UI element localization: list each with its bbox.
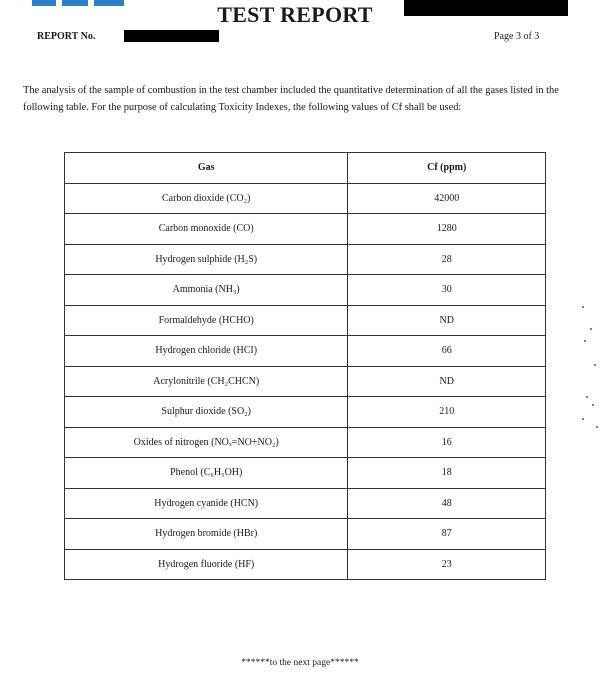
gas-name-cell: Sulphur dioxide (SO₂)	[65, 397, 348, 428]
cf-value-cell: 28	[348, 244, 546, 275]
column-header-gas: Gas	[65, 153, 348, 184]
continuation-note: ******to the next page******	[241, 658, 359, 668]
table-row	[65, 214, 546, 245]
scan-artifacts	[578, 300, 600, 440]
table-row	[65, 519, 546, 550]
cf-value-cell: ND	[348, 305, 546, 336]
table-row	[65, 305, 546, 336]
table-row	[65, 427, 546, 458]
gas-name-cell: Hydrogen bromide (HBr)	[65, 519, 348, 550]
cf-value-cell: 18	[348, 458, 546, 489]
cf-value-cell: 16	[348, 427, 546, 458]
cf-value-cell: 210	[348, 397, 546, 428]
gas-name-cell: Formaldehyde (HCHO)	[65, 305, 348, 336]
table-row	[65, 458, 546, 489]
gas-name-cell: Hydrogen fluoride (HF)	[65, 549, 348, 580]
gas-name-cell: Phenol (C₆H₅OH)	[65, 458, 348, 489]
cf-value-cell: ND	[348, 366, 546, 397]
redaction-bar-top	[404, 0, 568, 16]
gas-name-cell: Hydrogen cyanide (HCN)	[65, 488, 348, 519]
cf-value-cell: 42000	[348, 183, 546, 214]
gas-name-cell: Hydrogen sulphide (H₂S)	[65, 244, 348, 275]
table-row	[65, 244, 546, 275]
cf-value-cell: 1280	[348, 214, 546, 245]
table-header-row	[65, 153, 546, 184]
cf-value-cell: 48	[348, 488, 546, 519]
column-header-cf: Cf (ppm)	[348, 153, 546, 184]
gas-name-cell: Acrylonitrile (CH₂CHCN)	[65, 366, 348, 397]
gas-name-cell: Hydrogen chloride (HCI)	[65, 336, 348, 367]
cf-value-cell: 30	[348, 275, 546, 306]
company-logo	[32, 0, 124, 6]
redaction-bar-report-number	[124, 30, 219, 42]
report-number-label: REPORT No.	[37, 31, 96, 42]
cf-value-cell: 23	[348, 549, 546, 580]
gas-name-cell: Oxides of nitrogen (NOₓ=NO+NO₂)	[65, 427, 348, 458]
gas-name-cell: Ammonia (NH₃)	[65, 275, 348, 306]
table-row	[65, 397, 546, 428]
gas-name-cell: Carbon dioxide (CO₂)	[65, 183, 348, 214]
page-number: Page 3 of 3	[494, 31, 540, 42]
gas-table	[64, 152, 546, 580]
table-row	[65, 336, 546, 367]
cf-value-cell: 66	[348, 336, 546, 367]
intro-paragraph: The analysis of the sample of combustion in the test chamber included the quantitative determination of all the gases listed in the following table. For the purpose of calculating Toxicity Indexes, the following values of Cf shall be used:	[23, 85, 559, 113]
table-row	[65, 549, 546, 580]
table-row	[65, 275, 546, 306]
gas-name-cell: Carbon monoxide (CO)	[65, 214, 348, 245]
table-row	[65, 183, 546, 214]
report-title: TEST REPORT	[217, 2, 373, 27]
cf-value-cell: 87	[348, 519, 546, 550]
table-row	[65, 488, 546, 519]
table-row	[65, 366, 546, 397]
